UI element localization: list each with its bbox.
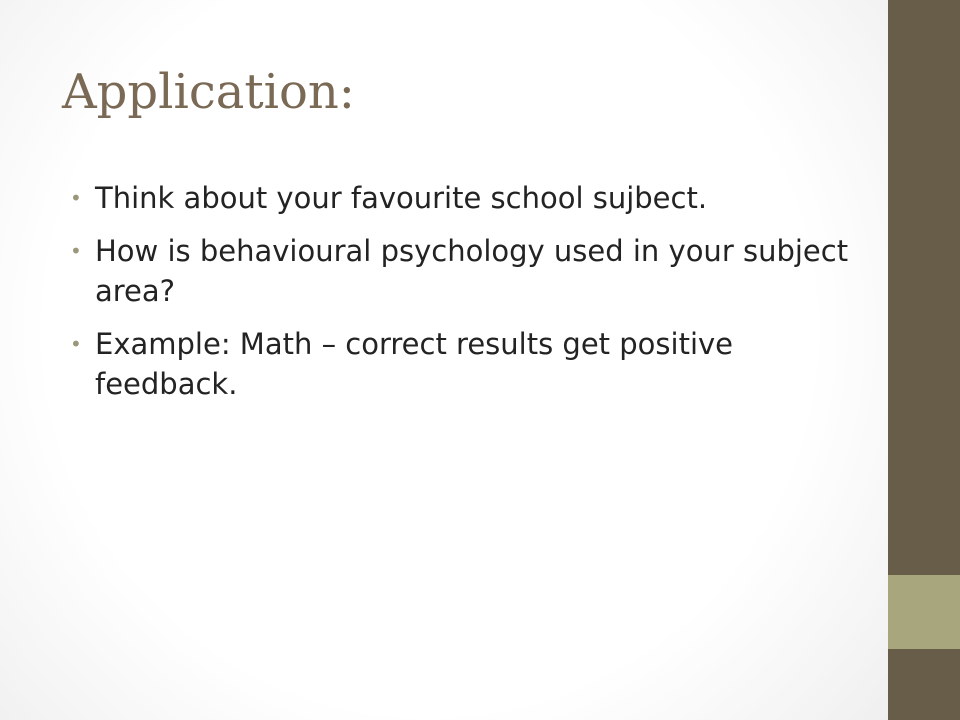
slide-title: Application: — [62, 64, 355, 120]
bullet-icon: • — [70, 239, 82, 263]
bullet-text: Think about your favourite school sujbect. — [95, 181, 708, 215]
bullet-text: Example: Math – correct results get positive feedback. — [95, 327, 733, 401]
side-accent-block — [888, 575, 960, 649]
bullet-item — [70, 231, 860, 311]
bullet-list — [70, 178, 860, 417]
bullet-text: How is behavioural psychology used in your subject area? — [95, 234, 849, 308]
bullet-item — [70, 178, 860, 218]
bullet-item — [70, 324, 860, 404]
bullet-icon: • — [70, 332, 82, 356]
bullet-icon: • — [70, 186, 82, 210]
